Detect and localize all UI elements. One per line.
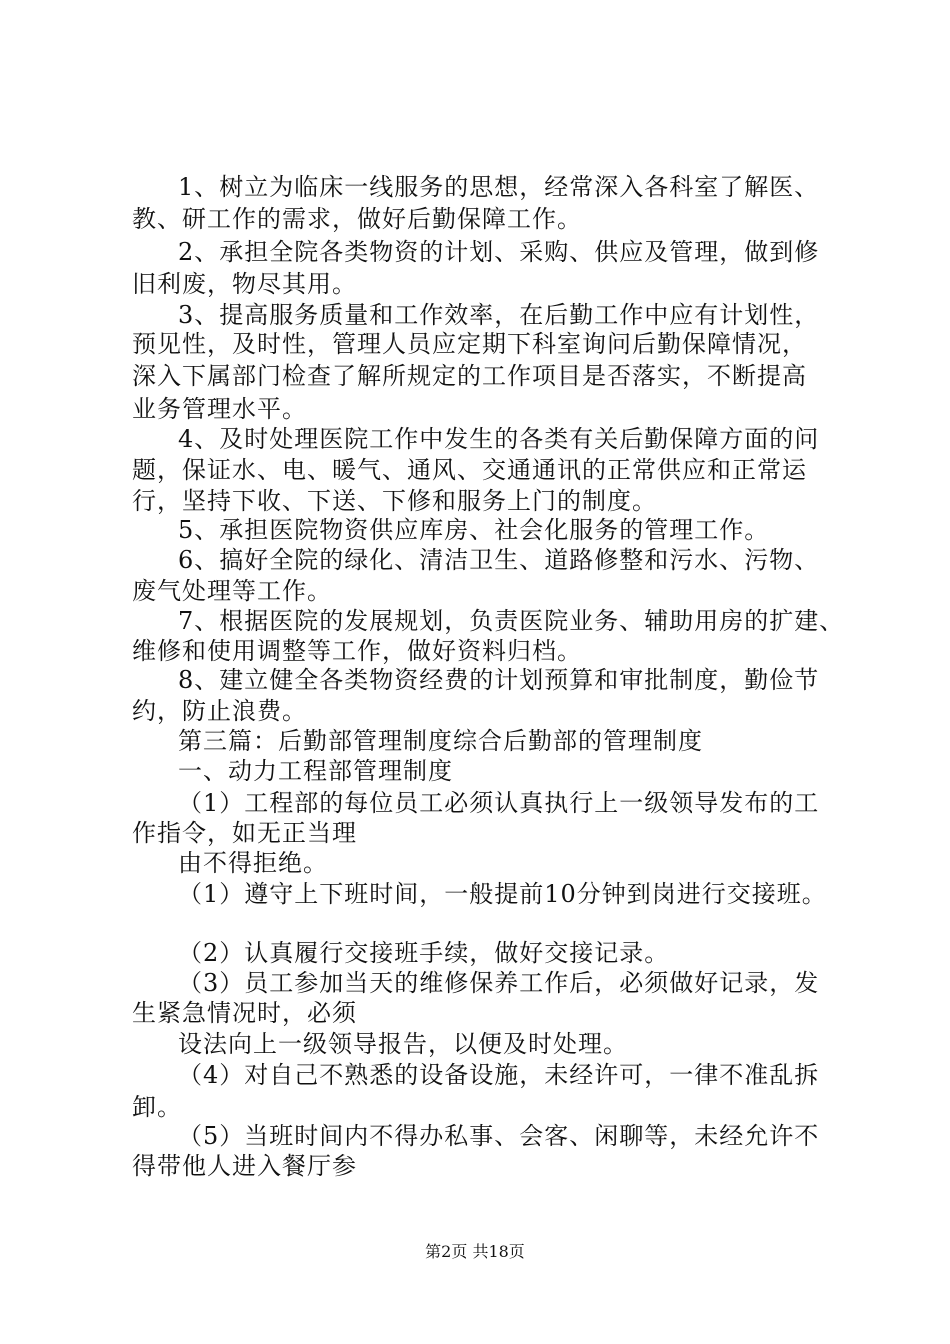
text-line: 由不得拒绝。	[178, 849, 328, 877]
text-line: （4）对自己不熟悉的设备设施，未经许可，一律不准乱拆	[178, 1061, 820, 1089]
text-line: 8、建立健全各类物资经费的计划预算和审批制度，勤俭节	[178, 666, 820, 694]
page-number-footer: 第2页 共18页	[425, 1242, 525, 1261]
text-line: 约，防止浪费。	[132, 697, 307, 725]
text-line: 作指令，如无正当理	[132, 819, 357, 847]
text-line: 1、树立为临床一线服务的思想，经常深入各科室了解医、	[178, 173, 820, 201]
subsection-heading: 一、动力工程部管理制度	[178, 757, 453, 785]
text-line: 2、承担全院各类物资的计划、采购、供应及管理，做到修	[178, 238, 820, 266]
text-line: 废气处理等工作。	[132, 577, 332, 605]
text-line: 维修和使用调整等工作，做好资料归档。	[132, 637, 582, 665]
text-line: 卸。	[132, 1093, 182, 1121]
text-line: 5、承担医院物资供应库房、社会化服务的管理工作。	[178, 516, 770, 544]
text-line: 业务管理水平。	[132, 395, 307, 423]
section-heading: 第三篇：后勤部管理制度综合后勤部的管理制度	[178, 727, 703, 755]
text-line: （3）员工参加当天的维修保养工作后，必须做好记录，发	[178, 969, 820, 997]
text-line: 深入下属部门检查了解所规定的工作项目是否落实，不断提高	[132, 362, 807, 390]
text-line: 生紧急情况时，必须	[132, 999, 357, 1027]
text-line: （1）遵守上下班时间，一般提前10分钟到岗进行交接班。	[178, 880, 827, 908]
text-line: 7、根据医院的发展规划，负责医院业务、辅助用房的扩建、	[178, 607, 845, 635]
text-line: 行，坚持下收、下送、下修和服务上门的制度。	[132, 487, 657, 515]
text-line: 3、提高服务质量和工作效率，在后勤工作中应有计划性，	[178, 301, 820, 329]
text-line: （1）工程部的每位员工必须认真执行上一级领导发布的工	[178, 789, 820, 817]
text-line: 4、及时处理医院工作中发生的各类有关后勤保障方面的问	[178, 425, 820, 453]
text-line: （5）当班时间内不得办私事、会客、闲聊等，未经允许不	[178, 1122, 820, 1150]
text-line: 题，保证水、电、暖气、通风、交通通讯的正常供应和正常运	[132, 456, 807, 484]
text-line: 教、研工作的需求，做好后勤保障工作。	[132, 205, 582, 233]
text-line: 6、搞好全院的绿化、清洁卫生、道路修整和污水、污物、	[178, 546, 820, 574]
text-line: （2）认真履行交接班手续，做好交接记录。	[178, 939, 670, 967]
text-line: 旧利废，物尽其用。	[132, 270, 357, 298]
text-line: 设法向上一级领导报告，以便及时处理。	[178, 1030, 628, 1058]
text-line: 预见性，及时性，管理人员应定期下科室询问后勤保障情况，	[132, 330, 807, 358]
text-line: 得带他人进入餐厅参	[132, 1152, 357, 1180]
